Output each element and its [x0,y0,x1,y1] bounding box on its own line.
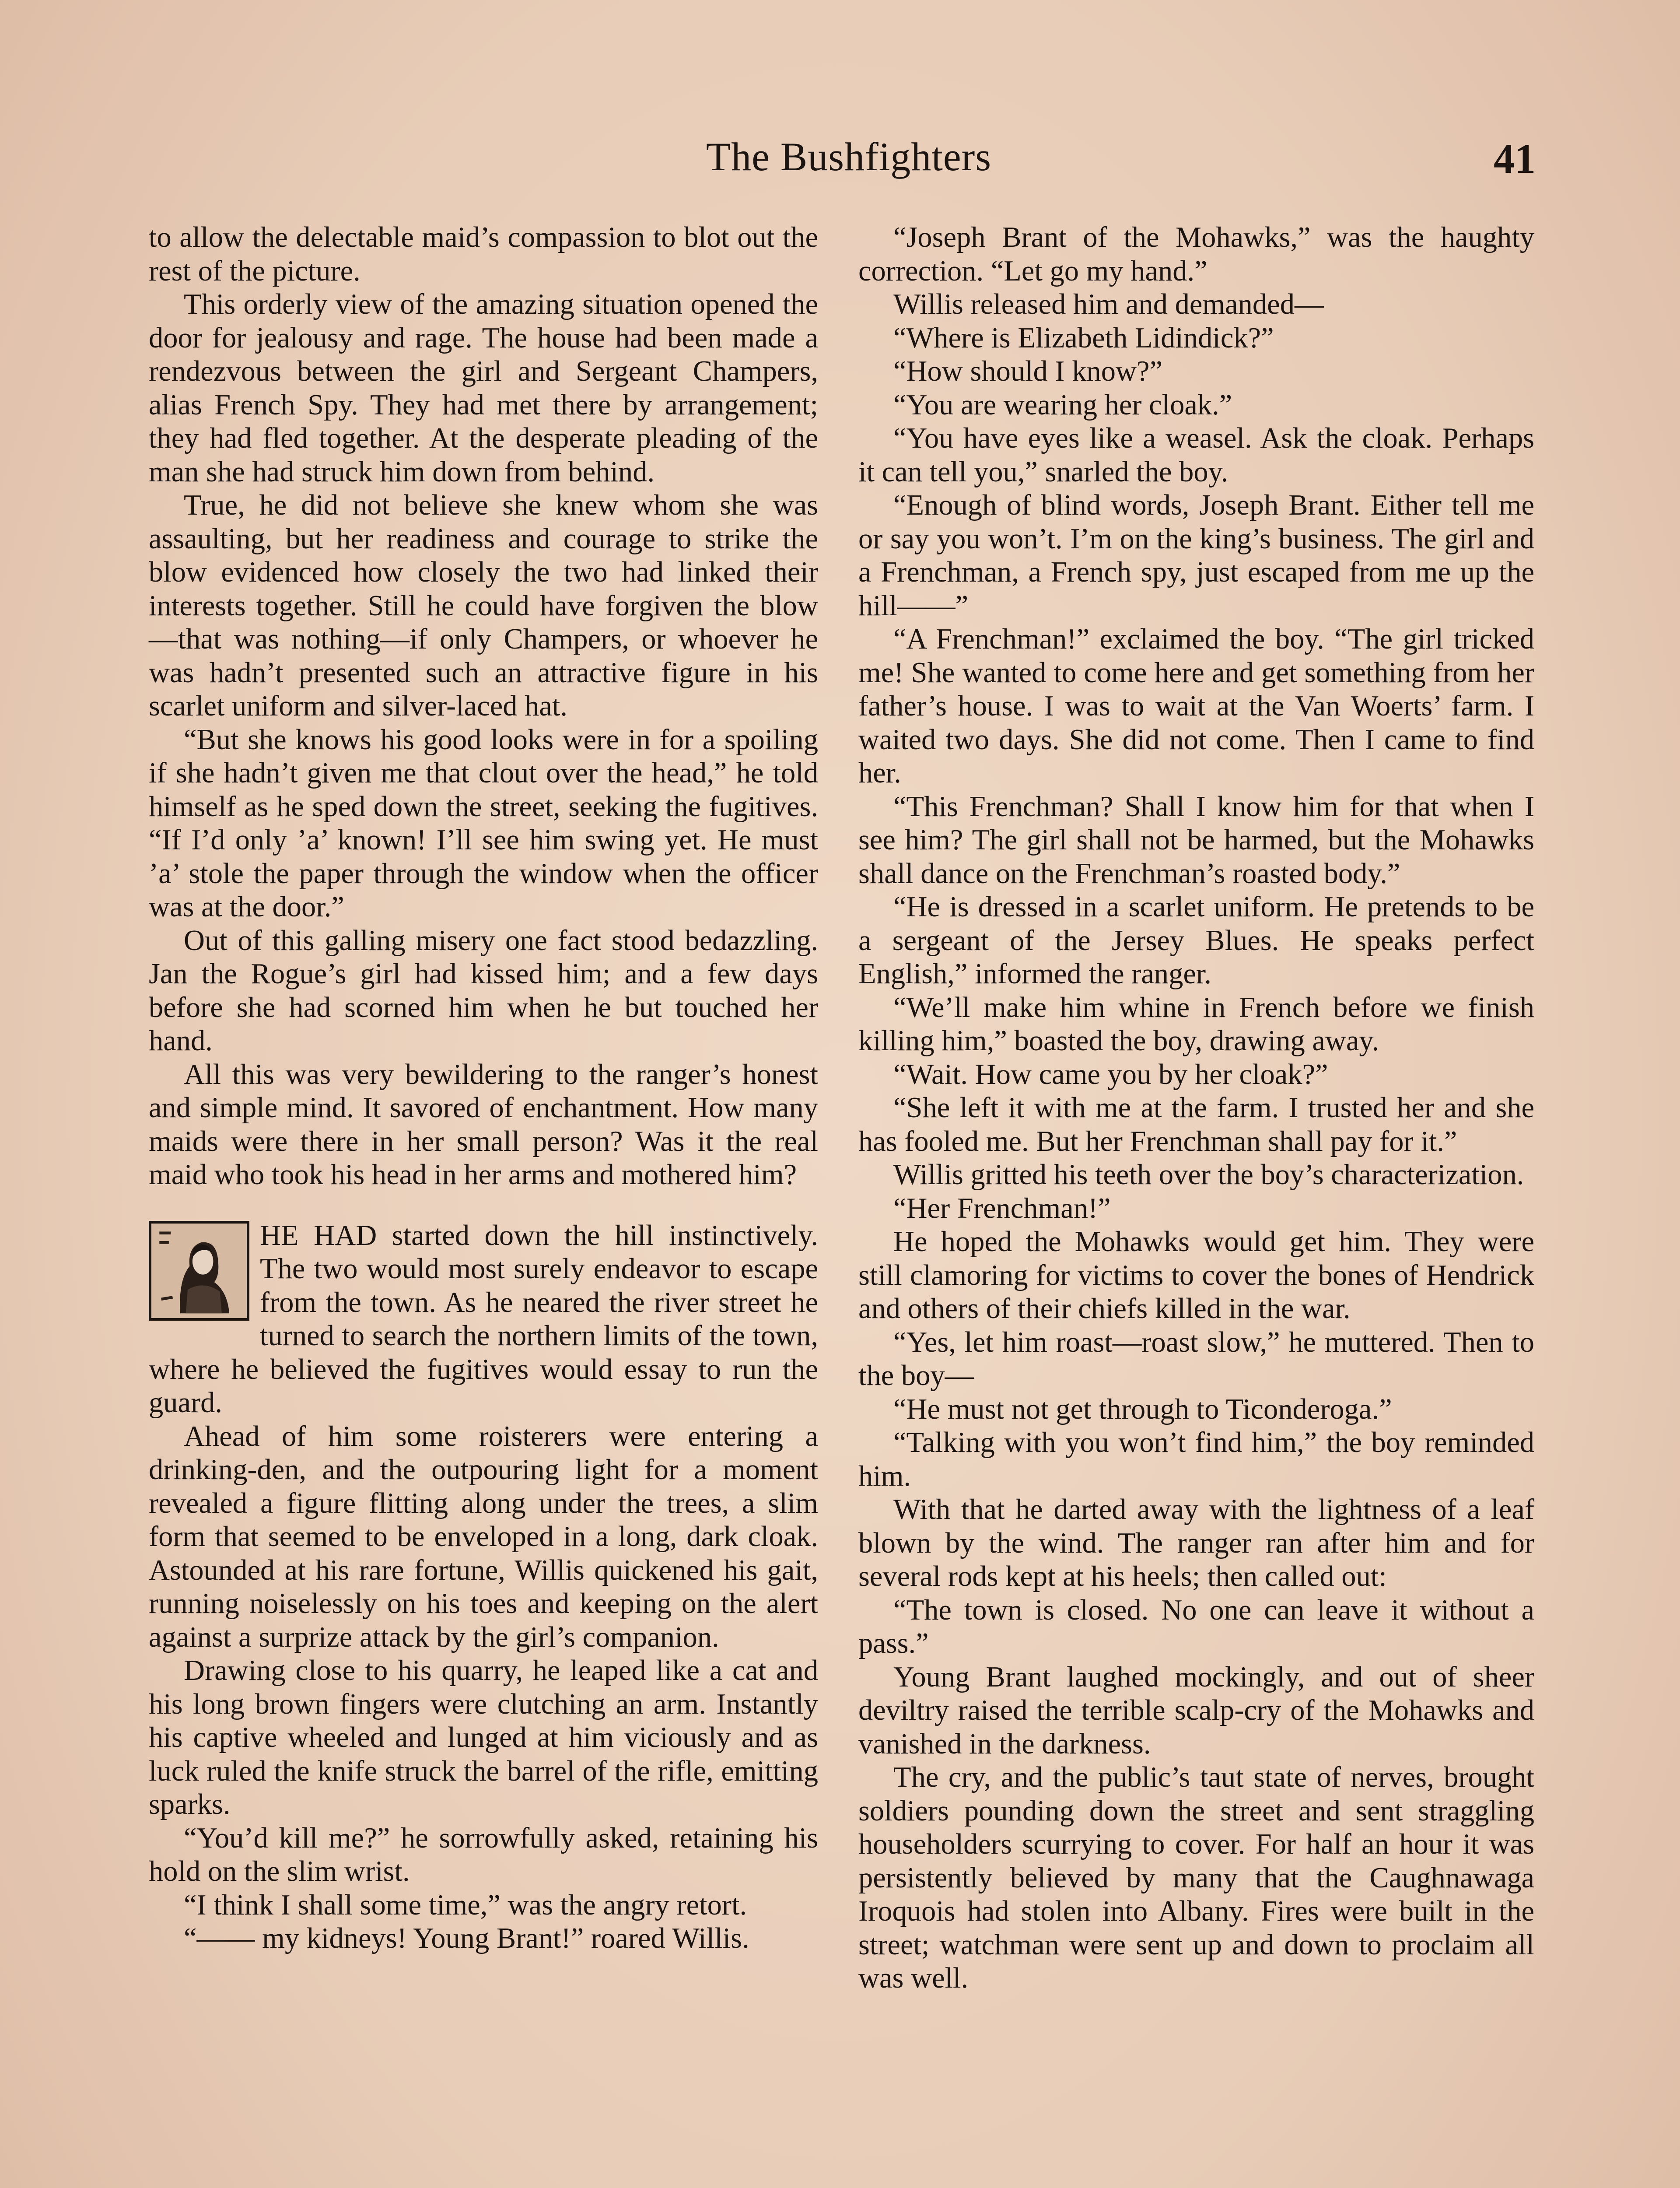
section-break [149,1192,818,1219]
dropcap-paragraph [149,1219,818,1420]
left-column [149,221,818,1956]
paragraph: Out of this galling misery one fact stood bedazzling. Jan the Rogue’s girl had kissed him; and a few days before she had scorned him when he but touched her hand. [149,924,818,1057]
paragraph: This orderly view of the amazing situation opened the door for jealousy and rage. The house had been made a rendezvous between the girl and Sergeant Champers, alias French Spy. They had met there by arrangement; they had fled together. At the desperate pleading of the man she had struck him down from behind. [149,288,818,488]
paragraph: “Joseph Brant of the Mohawks,” was the haughty correction. “Let go my hand.” [858,221,1534,287]
page-number: 41 [1494,135,1536,182]
paragraph: “A Frenchman!” exclaimed the boy. “The girl tricked me! She wanted to come here and get something from her father’s house. I was to wait at the Van Woerts’ farm. I waited two days. She did not come. Then I came to find her. [858,623,1534,789]
paragraph: All this was very bewildering to the ranger’s honest and simple mind. It savored of enchantment. How many maids were there in her small person? Was it the real maid who took his head in her arms and mothered him? [149,1058,818,1191]
paragraph: to allow the delectable maid’s compassion to blot out the rest of the picture. [149,221,818,287]
paragraph: “Where is Elizabeth Lidindick?” [893,322,1274,354]
paragraph: Drawing close to his quarry, he leaped like a cat and his long brown fingers were clutching an arm. Instantly his captive wheeled and lunged at him viciously and as luck ruled the knife struck the barrel of the rifle, emitting sparks. [149,1655,818,1820]
paragraph: True, he did not believe she knew whom she was assaulting, but her readiness and courage to strike the blow evidenced how closely the two had linked their interests together. Still he could have forgiven the blow—that was nothing—if only Champers, or whoever he was hadn’t presented such an attractive figure in his scarlet uniform and silver-laced hat. [149,489,818,722]
paragraph: “He is dressed in a scarlet uniform. He pretends to be a sergeant of the Jersey Blues. He speaks perfect English,” informed the ranger. [858,891,1534,990]
dropcap-text: started down the hill instinctively. The two would most surely endeavor to escape from the town. As he neared the river street he turned to search the northern limits of the town, where he believed the fugitives would essay to run the guard. [149,1219,818,1419]
paragraph: “You’d kill me?” he sorrowfully asked, retaining his hold on the slim wrist. [149,1822,818,1887]
paragraph: “Enough of blind words, Joseph Brant. Either tell me or say you won’t. I’m on the king’s business. The girl and a Frenchman, a French spy, just escaped from me up the hill——” [858,489,1534,622]
paragraph: “Wait. How came you by her cloak?” [893,1058,1328,1090]
left-paragraphs-after [149,1420,818,1956]
paragraph: “Yes, let him roast—roast slow,” he muttered. Then to the boy— [858,1326,1534,1392]
left-paragraphs [149,221,818,1192]
paragraph: “You are wearing her cloak.” [893,389,1232,421]
paragraph: “How should I know?” [893,355,1162,387]
paragraph: Young Brant laughed mockingly, and out of sheer deviltry raised the terrible scalp-cry of the Mohawks and vanished in the darkness. [858,1661,1534,1760]
paragraph: “I think I shall some time,” was the angry retort. [184,1889,747,1921]
paragraph: “We’ll make him whine in French before we finish killing him,” boasted the boy, drawing away. [858,991,1534,1057]
dropcap-lead: HE HAD [260,1219,377,1252]
right-paragraphs [858,221,1534,1995]
paragraph: “Her Frenchman!” [893,1192,1111,1224]
paragraph: “But she knows his good looks were in for a spoiling if she hadn’t given me that clout over the head,” he told himself as he sped down the street, seeking the fugitives. “If I’d only ’a’ known! I’ll see him swing yet. He must ’a’ stole the paper through the window when the officer was at the door.” [149,723,818,923]
right-column [858,221,1534,1995]
paragraph: “You have eyes like a weasel. Ask the cloak. Perhaps it can tell you,” snarled the boy. [858,422,1534,488]
dropcap-illustration-icon [149,1221,249,1321]
paragraph: With that he darted away with the lightness of a leaf blown by the wind. The ranger ran after him and for several rods kept at his heels; then called out: [858,1494,1534,1592]
paragraph: Ahead of him some roisterers were entering a drinking-den, and the outpouring light for a moment revealed a figure flitting along under the trees, a slim form that seemed to be enveloped in a long, dark cloak. Astounded at his rare fortune, Willis quickened his gait, running noiselessly on his toes and keeping on the alert against a surprize attack by the girl’s companion. [149,1420,818,1653]
paragraph: “Talking with you won’t find him,” the boy reminded him. [858,1427,1534,1492]
paragraph: “This Frenchman? Shall I know him for that when I see him? The girl shall not be harmed, but the Mohawks shall dance on the Frenchman’s roasted body.” [858,790,1534,890]
paragraph: “She left it with me at the farm. I trusted her and she has fooled me. But her Frenchman shall pay for it.” [858,1092,1534,1157]
paragraph: He hoped the Mohawks would get him. They were still clamoring for victims to cover the bones of Hendrick and others of their chiefs killed in the war. [858,1226,1534,1325]
paragraph: Willis released him and demanded— [893,288,1324,320]
page-header [144,129,1553,190]
paragraph: “—— my kidneys! Young Brant!” roared Willis. [184,1922,749,1954]
paragraph: Willis gritted his teeth over the boy’s characterization. [893,1159,1524,1191]
paragraph: “He must not get through to Ticonderoga.” [893,1393,1392,1425]
woman-portrait-icon [151,1224,247,1318]
paragraph: The cry, and the public’s taut state of nerves, brought soldiers pounding down the street and sent straggling householders scurrying to cover. For half an hour it was persistently believed by many that the Caughnawaga Iroquois had stolen into Albany. Fires were built in the street; watchman were sent up and down to proclaim all was well. [858,1761,1534,1994]
paragraph: “The town is closed. No one can leave it without a pass.” [858,1594,1534,1659]
running-title: The Bushfighters [706,134,992,179]
